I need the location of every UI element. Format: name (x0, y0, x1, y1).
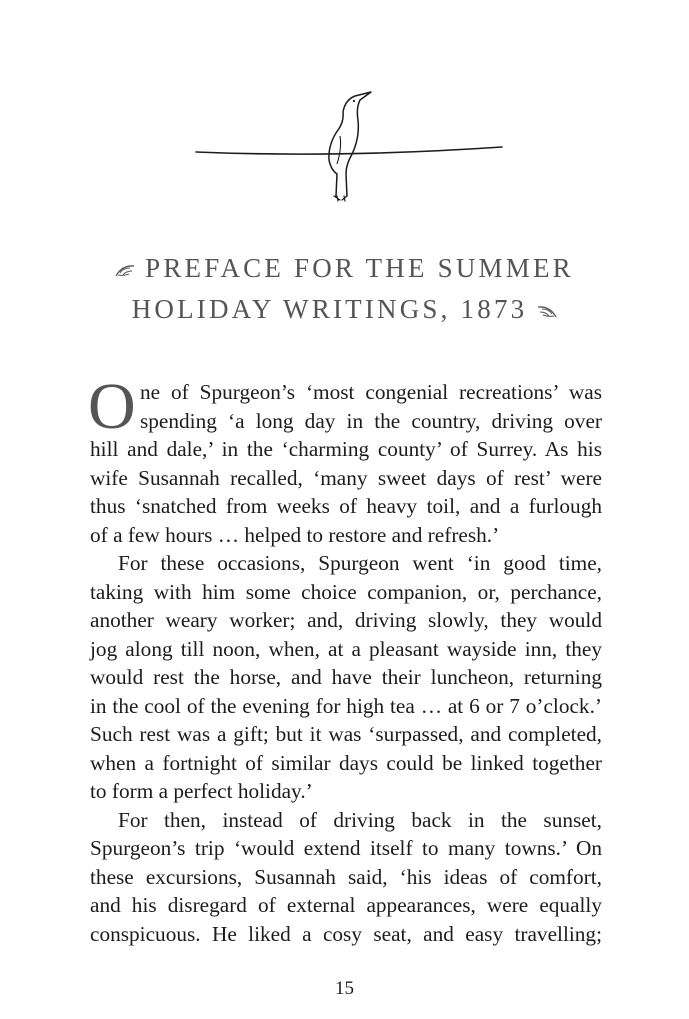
text-line: when a fortnight of similar days could be linked together (90, 750, 602, 775)
heading-line-2: HOLIDAY WRITINGS, 1873 (131, 294, 528, 324)
text-line: to form a perfect holiday.’ (90, 779, 313, 803)
bird-on-wire-icon (190, 86, 506, 206)
text-line: Such rest was a gift; but it was ‘surpassed, and completed, (90, 722, 602, 746)
drop-cap: O (88, 370, 136, 443)
text-line: For these occasions, Spurgeon went ‘in good time, (118, 551, 602, 575)
leaf-fleuron-icon (537, 305, 557, 319)
text-line: these excursions, Susannah said, ‘his ideas of comfort, (90, 864, 602, 889)
text-line: in the cool of the evening for high tea … at 6 or 7 o’clock.’ (90, 693, 602, 718)
chapter-heading-line-2 (60, 294, 629, 325)
text-line: thus ‘snatched from weeks of heavy toil, and a furlough (90, 494, 602, 518)
leaf-fleuron-icon (115, 264, 135, 278)
text-line: conspicuous. He liked a cosy seat, and easy travelling; (90, 921, 602, 946)
text-line: another weary worker; and, driving slowly, they would (90, 608, 602, 632)
text-line: would rest the horse, and have their luncheon, returning (90, 665, 602, 689)
text-line: spending ‘a long day in the country, driving over (140, 408, 602, 433)
body-text (88, 370, 602, 948)
text-line: ne of Spurgeon’s ‘most congenial recreations’ was (140, 380, 602, 404)
page-number: 15 (335, 978, 354, 999)
text-line: and his disregard of external appearances, were equally (90, 893, 602, 917)
heading-line-1: PREFACE FOR THE SUMMER (145, 253, 574, 283)
text-line: of a few hours … helped to restore and refresh.’ (90, 522, 500, 547)
text-line: hill and dale,’ in the ‘charming county’ of Surrey. As his (90, 437, 602, 461)
chapter-heading (60, 253, 629, 284)
text-line: jog along till noon, when, at a pleasant wayside inn, they (90, 636, 602, 661)
text-line: Spurgeon’s trip ‘would extend itself to many towns.’ On (90, 836, 602, 860)
text-line: For then, instead of driving back in the sunset, (118, 807, 602, 832)
text-line: wife Susannah recalled, ‘many sweet days of rest’ were (90, 465, 602, 490)
text-line: taking with him some choice companion, or, perchance, (90, 579, 602, 604)
